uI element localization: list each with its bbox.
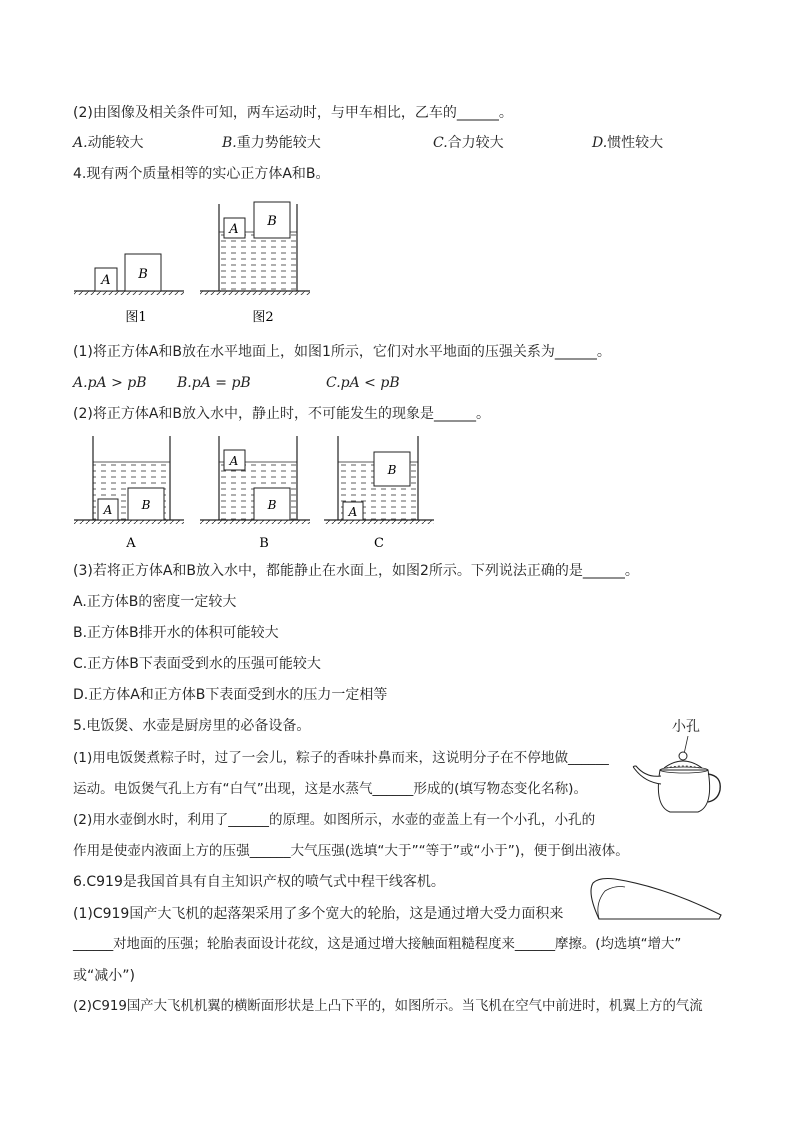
q4-part3-stem: (3)若将正方体A和B放入水中，都能静止在水面上，如图2所示。下列说法正确的是______。 [73, 563, 639, 579]
q4-part3-option-d: D.正方体A和正方体B下表面受到水的压力一定相等 [73, 687, 388, 703]
wing-cross-section-figure [585, 873, 725, 923]
q5-stem: 5.电饭煲、水壶是厨房里的必备设备。 [73, 718, 311, 734]
svg-text:B: B [267, 498, 277, 512]
q4-part1-stem: (1)将正方体A和B放在水平地面上，如图1所示，它们对水平地面的压强关系为______。 [73, 344, 611, 360]
q3-part2-stem: (2)由图像及相关条件可知，两车运动时，与甲车相比，乙车的______。 [73, 105, 513, 121]
q4-part3-option-a: A.正方体B的密度一定较大 [73, 594, 237, 610]
choice-a-label: A [126, 536, 136, 551]
q3-option-c: C.合力较大 [433, 135, 504, 151]
q5-part2-line2: 作用是使壶内液面上方的压强______大气压强(选填“大于”“等于”或“小于”)，便于倒出液体。 [73, 843, 629, 859]
svg-text:B: B [387, 463, 397, 477]
svg-text:A: A [103, 503, 113, 517]
q3-option-b: B.重力势能较大 [222, 135, 321, 151]
fig2-label-b: B [267, 214, 277, 229]
q5-part1-line1: (1)用电饭煲煮粽子时，过了一会儿，粽子的香味扑鼻而来，这说明分子在不停地做______ [73, 750, 609, 766]
q6-part1-line3: 或“减小”) [73, 968, 135, 984]
q4-stem: 4.现有两个质量相等的实心正方体A和B。 [73, 166, 330, 182]
q6-part1-line1: (1)C919国产大飞机的起落架采用了多个宽大的轮胎，这是通过增大受力面积来 [73, 906, 564, 922]
svg-text:B: B [141, 498, 151, 512]
fig1-caption: 图1 [125, 310, 147, 325]
q4-part3-option-b: B.正方体B排开水的体积可能较大 [73, 625, 279, 641]
choice-a-diagram [74, 436, 184, 551]
q6-part2-line1: (2)C919国产大飞机机翼的横断面形状是上凸下平的，如图所示。当飞机在空气中前进时，机翼上方的气流 [73, 999, 703, 1014]
fig2-caption: 图2 [252, 310, 274, 325]
q3-option-d: D.惯性较大 [592, 135, 664, 151]
fig1-label-a: A [101, 273, 111, 288]
q4-part2-stem: (2)将正方体A和B放入水中，静止时，不可能发生的现象是______。 [73, 406, 491, 422]
fig2-label-a: A [229, 222, 239, 237]
q4-part1-option-c: C.pA < pB [326, 375, 400, 391]
q3-option-a: A.动能较大 [73, 135, 144, 151]
svg-text:A: A [348, 505, 358, 519]
fig1-label-b: B [138, 267, 148, 282]
q6-stem: 6.C919是我国首具有自主知识产权的喷气式中程干线客机。 [73, 874, 445, 890]
choice-b-diagram [200, 436, 310, 551]
q4-figures-1-2 [70, 196, 310, 331]
q4-choice-diagrams [70, 432, 440, 552]
q4-part1-option-b: B.pA = pB [177, 375, 251, 391]
choice-c-diagram [324, 436, 434, 551]
q5-part2-line1: (2)用水壶倒水时，利用了______的原理。如图所示，水壶的壶盖上有一个小孔，小孔的 [73, 812, 596, 828]
choice-b-label: B [259, 536, 269, 551]
teapot-hole-label: 小孔 [672, 719, 700, 735]
q4-part3-option-c: C.正方体B下表面受到水的压强可能较大 [73, 656, 321, 672]
q4-part1-option-a: A.pA > pB [73, 375, 147, 391]
teapot-figure [628, 736, 724, 816]
svg-text:A: A [229, 454, 239, 468]
q6-part1-line2: ______对地面的压强；轮胎表面设计花纹，这是通过增大接触面粗糙程度来______摩擦。(均选填“增大” [73, 937, 682, 952]
q5-part1-line2: 运动。电饭煲气孔上方有“白气”出现，这是水蒸气______形成的(填写物态变化名称)。 [73, 781, 588, 797]
choice-c-label: C [374, 536, 384, 551]
